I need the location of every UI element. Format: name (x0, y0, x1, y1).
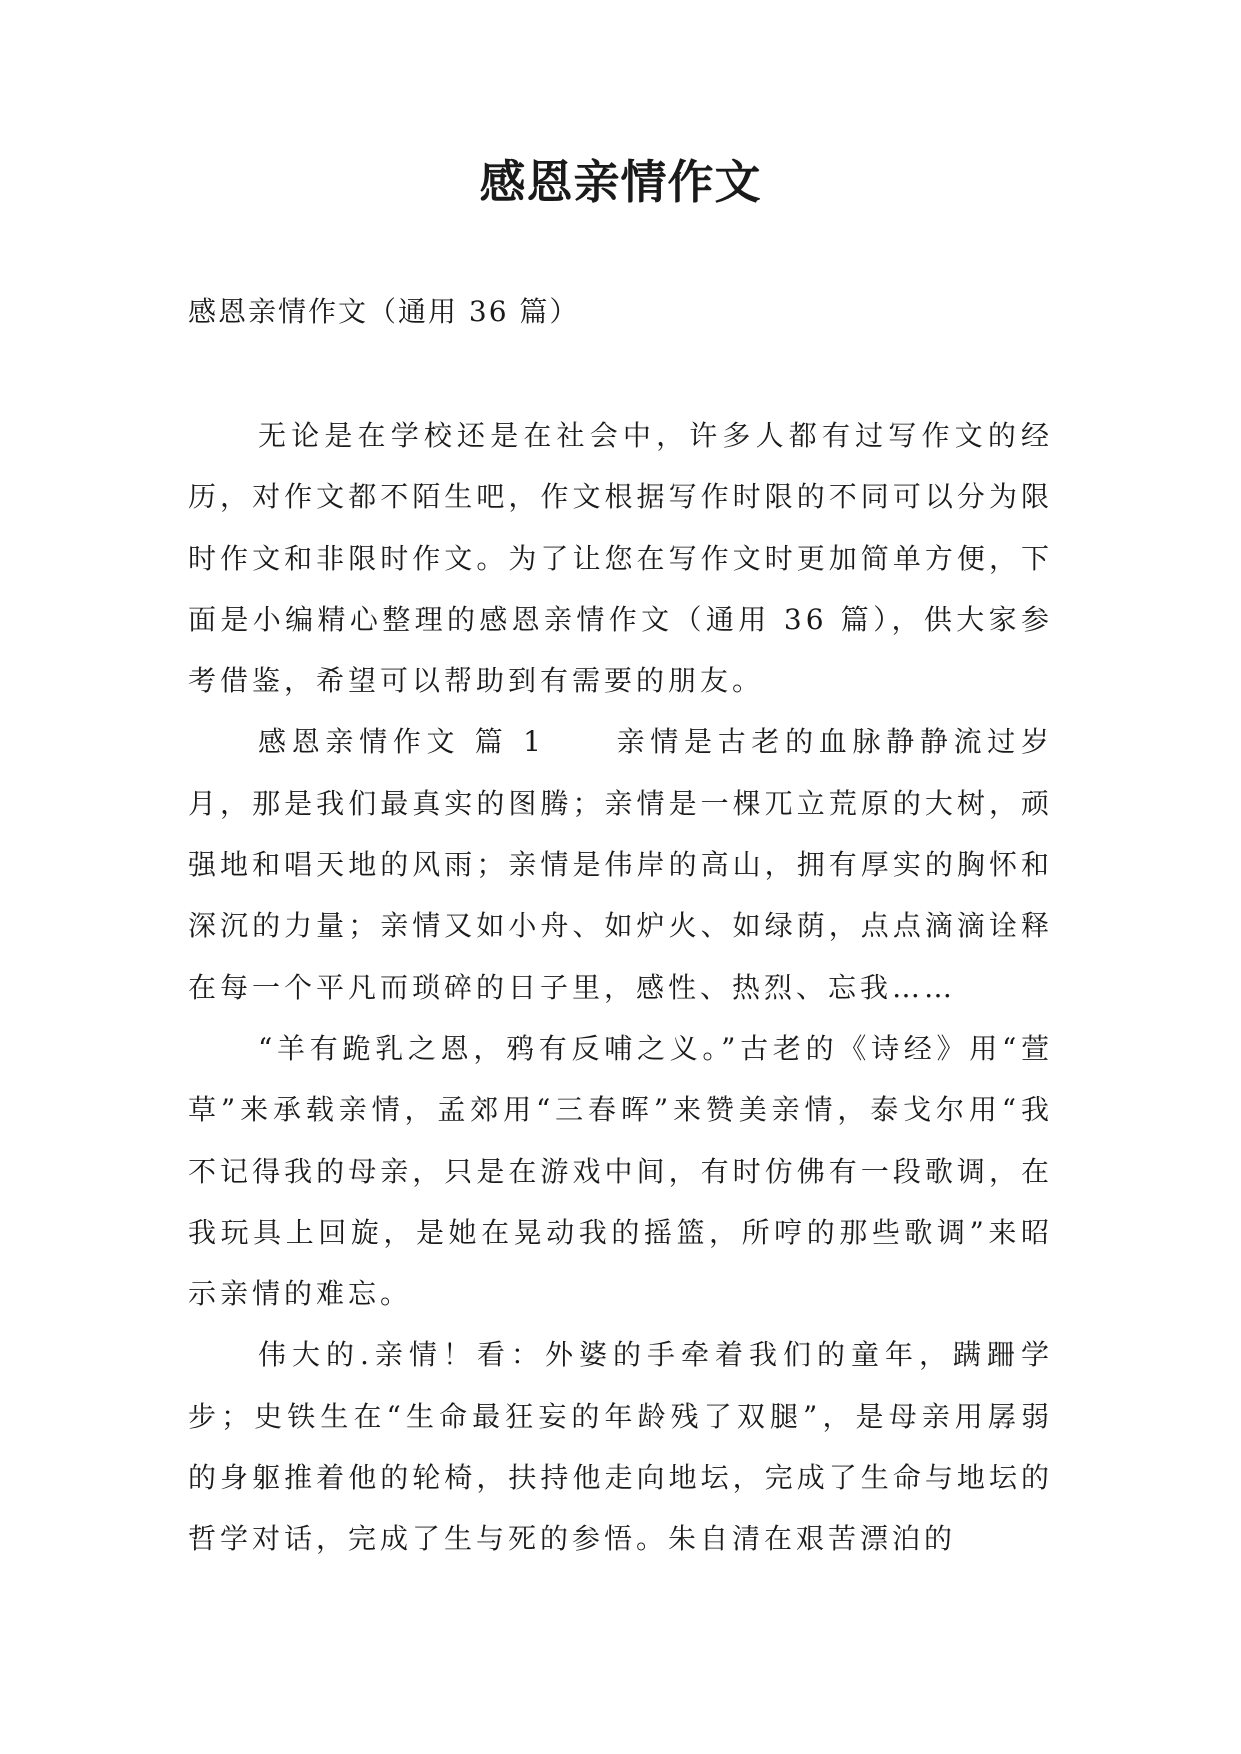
quote-paragraph: “羊有跪乳之恩，鸦有反哺之义。”古老的《诗经》用“萱草”来承载亲情，孟郊用“三春晖”来赞美亲情，泰戈尔用“我不记得我的母亲，只是在游戏中间，有时仿佛有一段歌调，在我玩具上回旋，是她在晃动我的摇篮，所哼的那些歌调”来昭示亲情的难忘。 (188, 1031, 1053, 1311)
document-title: 感恩亲情作文 (479, 155, 762, 209)
praise-paragraph: 伟大的.亲情！看：外婆的手牵着我们的童年，蹒跚学步；史铁生在“生命最狂妄的年龄残了双腿”，是母亲用孱弱的身躯推着他的轮椅，扶持他走向地坛，完成了生命与地坛的哲学对话，完成了生与死的参悟。朱自清在艰苦漂泊的 (188, 1338, 1053, 1556)
section-label: 感恩亲情作文 篇 1 (258, 725, 545, 759)
document-body (188, 405, 1053, 1570)
intro-paragraph: 无论是在学校还是在社会中，许多人都有过写作文的经历，对作文都不陌生吧，作文根据写作时限的不同可以分为限时作文和非限时作文。为了让您在写作文时更加简单方便，下面是小编精心整理的感恩亲情作文（通用 36 篇），供大家参考借鉴，希望可以帮助到有需要的朋友。 (188, 419, 1053, 698)
section-1-text: 亲情是古老的血脉静静流过岁月，那是我们最真实的图腾；亲情是一棵兀立荒原的大树，顽强地和唱天地的风雨；亲情是伟岸的高山，拥有厚实的胸怀和深沉的力量；亲情又如小舟、如炉火、如绿荫，点点滴滴诠释在每一个平凡而琐碎的日子里，感性、热烈、忘我…… (188, 725, 1053, 1004)
document-subtitle: 感恩亲情作文（通用 36 篇） (188, 295, 580, 328)
section-1-paragraph (188, 711, 1053, 1017)
